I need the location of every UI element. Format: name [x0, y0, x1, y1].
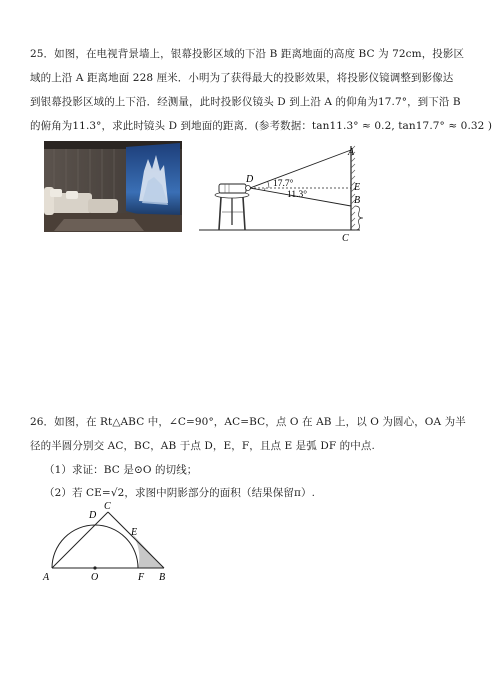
label-A: A [348, 147, 355, 158]
q26-line-1: 26．如图，在 Rt△ABC 中，∠C=90°，AC=BC，点 O 在 AB 上，以 O 为圆心，OA 为半 [30, 416, 466, 428]
projector-figure [195, 140, 370, 246]
q25-line-2: 域的上沿 A 距离地面 228 厘米．小明为了获得最大的投影效果，将投影仪镜调整到影像达 [30, 72, 454, 84]
label-O: O [91, 572, 99, 583]
home-theater-photo [44, 141, 182, 232]
label-E: E [354, 182, 361, 193]
label-B: B [354, 195, 361, 206]
label-D: D [89, 510, 97, 521]
q26-sub-1: （1）求证：BC 是⊙O 的切线； [44, 464, 198, 476]
q25-line-3: 到银幕投影区域的上下沿．经测量，此时投影仪镜头 D 到上沿 A 的仰角为17.7°，到下沿 B [30, 96, 461, 108]
q26-line-2: 径的半圆分别交 AC，BC，AB 于点 D，E，F，且点 E 是弧 DF 的中点. [30, 440, 375, 452]
label-B: B [159, 572, 166, 583]
angle-up-label: 17.7° [273, 179, 294, 189]
label-C: C [342, 233, 349, 244]
q25-line-1: 25．如图，在电视背景墙上，银幕投影区域的下沿 B 距离地面的高度 BC 为 72cm，投影区 [30, 48, 465, 60]
label-A: A [43, 572, 50, 583]
label-E: E [131, 527, 138, 538]
q26-sub-2: （2）若 CE=√2，求图中阴影部分的面积（结果保留π）. [44, 487, 316, 499]
label-D: D [246, 174, 254, 185]
q25-line-4: 的俯角为11.3°，求此时镜头 D 到地面的距离．(参考数据：tan11.3° ≈ 0.2, tan17.7° ≈ 0.32 ) [30, 120, 493, 132]
angle-down-label: 11.3° [287, 190, 308, 200]
label-F: F [138, 572, 145, 583]
semicircle-figure [40, 498, 175, 586]
label-C: C [104, 501, 111, 512]
